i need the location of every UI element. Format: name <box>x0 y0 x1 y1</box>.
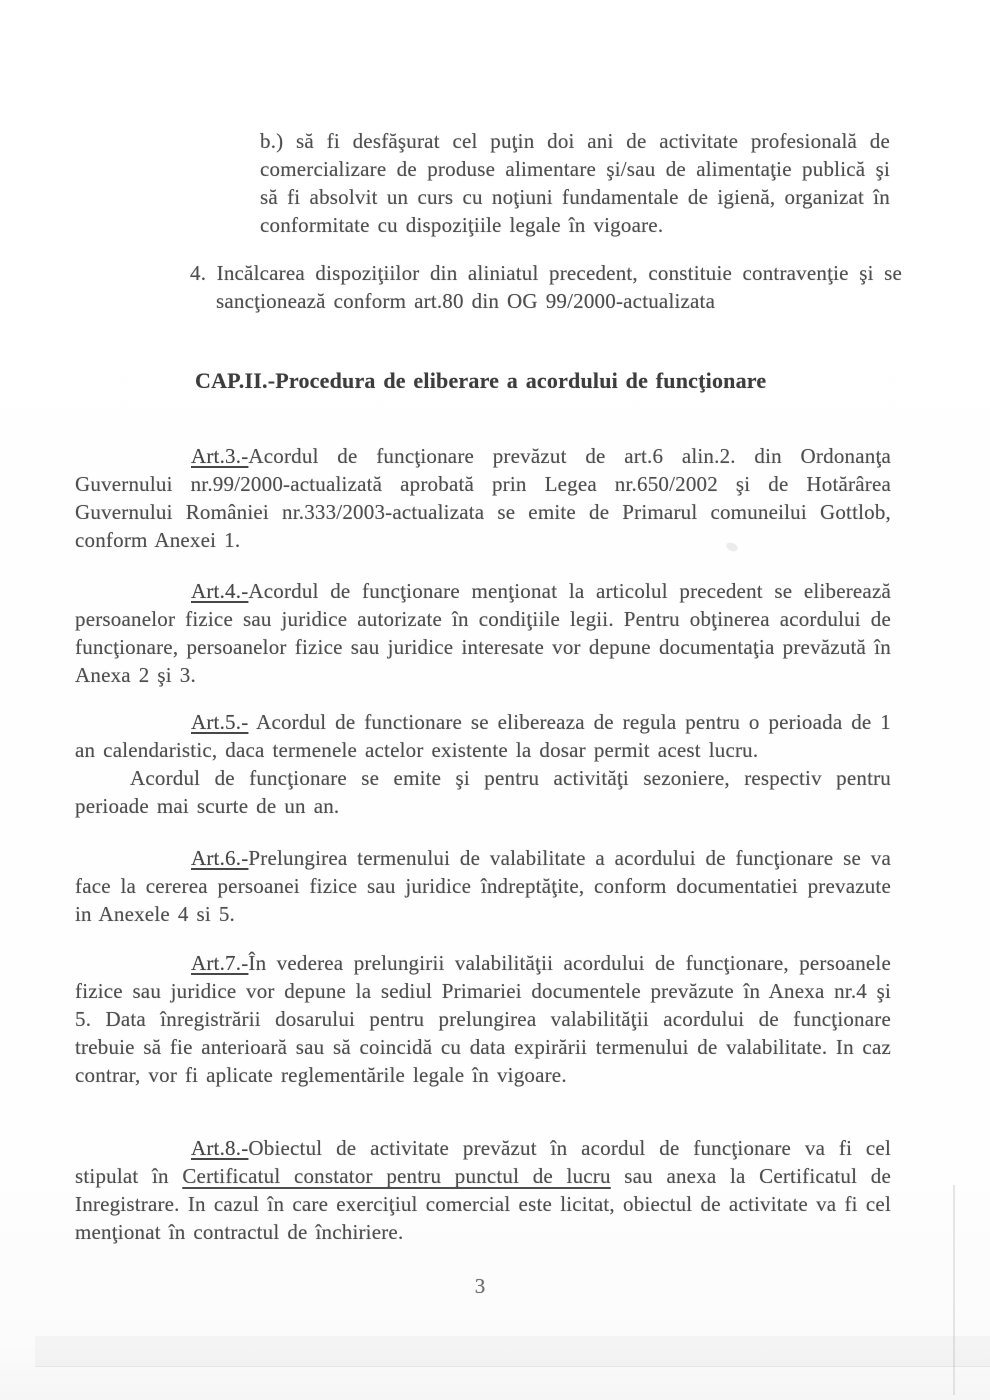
article-8-text-lead: Obiectul de activitate prevăzut în acordul de funcţionare va fi cel stipulat în <box>75 1136 891 1188</box>
article-5-text: Acordul de functionare se elibereaza de regula pentru o perioada de 1 an calendaristic, daca termenele actelor existente la dosar permit acest lucru. <box>75 710 891 762</box>
paragraph-item-4: 4. Incălcarea dispoziţiilor din aliniatul precedent, constituie contravenţie şi se sancţionează conform art.80 din OG 99/2000-actualizata <box>190 261 902 313</box>
paragraph-article-4 <box>75 577 891 689</box>
chapter-heading: CAP.II.-Procedura de eliberare a acordului de funcţionare <box>195 368 767 393</box>
article-8-certificate-reference: Certificatul constator pentru punctul de lucru <box>182 1164 611 1188</box>
article-8-text-tail: sau anexa la Certificatul de Inregistrare. In cazul în care exerciţiul comercial este licitat, obiectul de activitate va fi cel menţionat în contractul de închiriere. <box>75 1164 891 1244</box>
article-3-text: Acordul de funcţionare prevăzut de art.6 alin.2. din Ordonanţa Guvernului nr.99/2000-actualizată aprobată prin Legea nr.650/2002 şi de Hotărârea Guvernului României nr.333/2003-actualizata se emite de Primarul comuneilui Gottlob, conform Anexei 1. <box>75 444 891 552</box>
article-7-label: Art.7.- <box>191 951 249 975</box>
article-3-label: Art.3.- <box>191 444 249 468</box>
paragraph-article-5-continued: Acordul de funcţionare se emite şi pentru activităţi sezoniere, respectiv pentru perioade mai scurte de un an. <box>75 766 891 818</box>
article-4-label: Art.4.- <box>191 579 249 603</box>
paragraph-article-6 <box>75 844 891 928</box>
article-4-text: Acordul de funcţionare menţionat la articolul precedent se eliberează persoanelor fizice sau juridice autorizate în condiţiile legii. Pentru obţinerea acordului de funcţionare, persoanelor fizice sau juridice interesate vor depune documentaţia prevăzută în Anexa 2 şi 3. <box>75 579 891 687</box>
article-8-label: Art.8.- <box>191 1136 249 1160</box>
article-7-text: În vederea prelungirii valabilităţii acordului de funcţionare, persoanele fizice sau juridice vor depune la sediul Primariei documentele prevăzute în Anexa nr.4 şi 5. Data înregistrării dosarului pentru prelungirea valabilităţii acordului de funcţionare trebuie să fie anterioară sau să coincidă cu data expirării termenului de valabilitate. In caz contrar, vor fi aplicate reglementările legale în vigoare. <box>75 951 891 1087</box>
article-6-label: Art.6.- <box>191 846 249 870</box>
paragraph-item-b: b.) să fi desfăşurat cel puţin doi ani de activitate profesională de comercializare de produse alimentare şi/sau de alimentaţie publică şi să fi absolvit un curs cu noţiuni fundamentale de igienă, organizat în conformitate cu dispoziţiile legale în vigoare. <box>260 129 890 237</box>
paragraph-article-7 <box>75 949 891 1089</box>
article-5-label: Art.5.- <box>191 710 249 734</box>
page-number: 3 <box>474 1274 486 1298</box>
article-6-text: Prelungirea termenului de valabilitate a acordului de funcţionare se va face la cererea persoanei fizice sau juridice îndreptăţite, conform documentatiei prevazute in Anexele 4 si 5. <box>75 846 891 926</box>
paragraph-article-3 <box>75 442 891 554</box>
paragraph-article-5 <box>75 708 891 764</box>
scan-edge-artifact-bottom <box>35 1336 990 1367</box>
paragraph-article-8 <box>75 1134 891 1246</box>
